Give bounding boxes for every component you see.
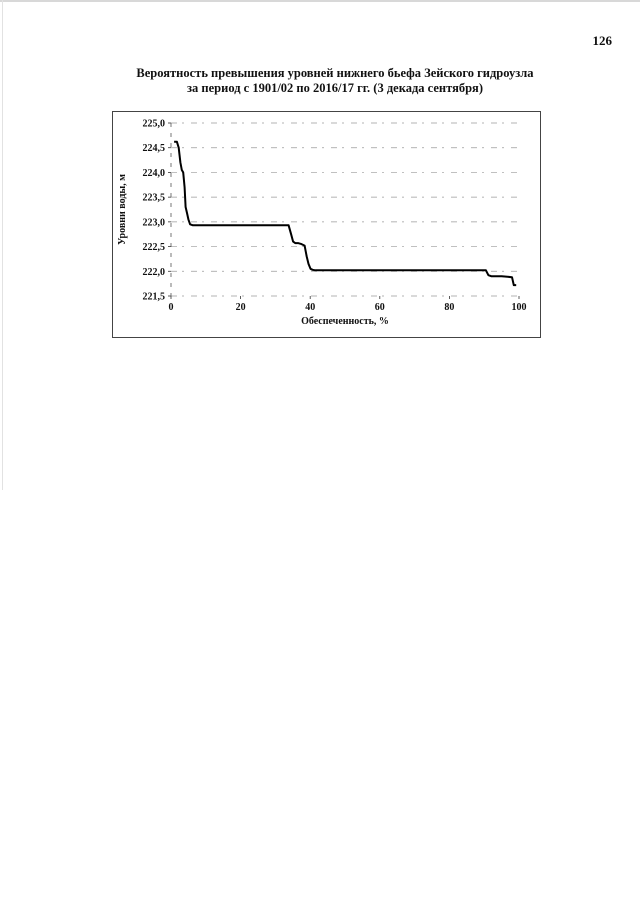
chart-title	[100, 66, 570, 96]
y-tick-label: 222,0	[142, 266, 165, 278]
x-tick-label: 40	[305, 302, 316, 313]
page-number: 126	[592, 33, 612, 48]
x-tick-label: 60	[374, 302, 385, 313]
x-tick-label: 100	[511, 302, 527, 313]
chart-title-line-2: за период с 1901/02 по 2016/17 гг. (3 декада сентября)	[187, 81, 483, 95]
y-tick-label: 221,5	[142, 291, 165, 303]
x-axis-title: Обеспеченность, %	[301, 316, 389, 327]
y-tick-label: 222,5	[142, 242, 165, 254]
scan-edge-top	[0, 0, 640, 2]
y-tick-label: 225,0	[142, 118, 165, 130]
y-tick-label: 223,0	[142, 217, 165, 229]
chart-frame	[112, 111, 541, 338]
series-line	[174, 142, 516, 285]
scan-edge-left	[2, 0, 3, 490]
axis-layer	[168, 123, 519, 299]
chart-title-line-1: Вероятность превышения уровней нижнего бьефа Зейского гидроузла	[136, 66, 534, 80]
x-tick-label: 0	[168, 302, 174, 313]
y-tick-label: 224,0	[142, 167, 165, 179]
y-tick-label: 223,5	[142, 192, 165, 204]
y-tick-label: 224,5	[142, 143, 165, 155]
series-layer	[174, 142, 516, 285]
y-axis-title: Уровни воды, м	[117, 174, 128, 245]
chart-svg	[113, 112, 540, 337]
x-tick-label: 80	[444, 302, 455, 313]
x-tick-label: 20	[235, 302, 246, 313]
